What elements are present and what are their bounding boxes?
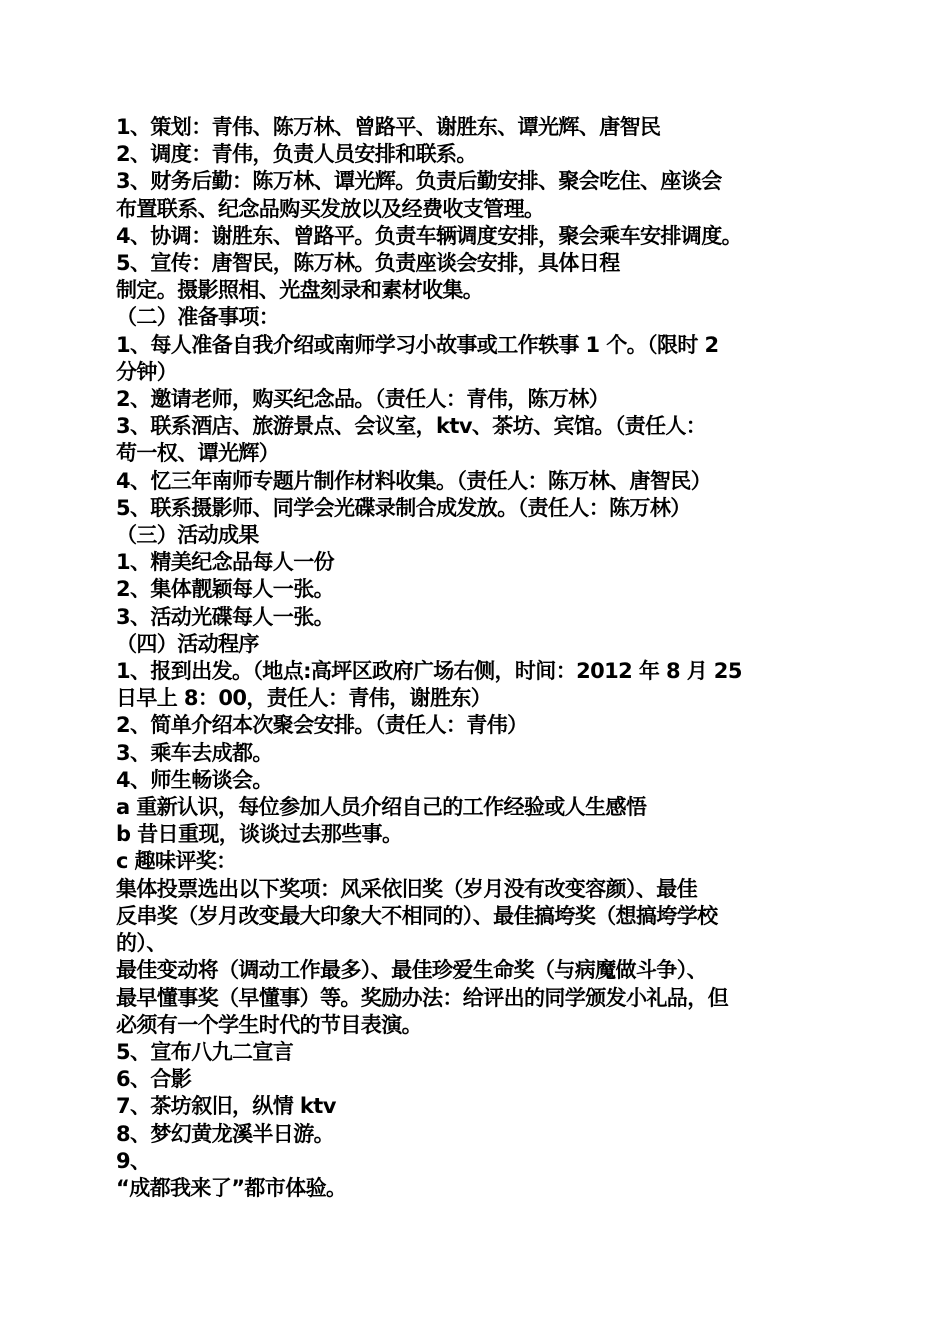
text-line: 4、师生畅谈会。 <box>116 767 273 792</box>
text-line: 的）、 <box>116 931 167 956</box>
text-line: b 昔日重现，谈谈过去那些事。 <box>116 822 403 847</box>
text-line: 1、精美纪念品每人一份 <box>116 550 335 575</box>
text-line: 制定。摄影照相、光盘刻录和素材收集。 <box>116 278 484 303</box>
text-line: a 重新认识，每位参加人员介绍自己的工作经验或人生感悟 <box>116 795 647 820</box>
text-line: 最佳变动将（调动工作最多）、最佳珍爱生命奖（与病魔做斗争）、 <box>116 958 707 983</box>
text-line: 反串奖（岁月改变最大印象大不相同的）、最佳搞垮奖（想搞垮学校 <box>116 903 718 928</box>
text-line: 2、调度：青伟，负责人员安排和联系。 <box>116 142 477 167</box>
text-line: 3、活动光碟每人一张。 <box>116 604 335 629</box>
text-line: 1、每人准备自我介绍或南师学习小故事或工作轶事 1 个。（限时 2 <box>116 332 719 357</box>
text-line: 3、乘车去成都。 <box>116 740 273 765</box>
text-line: “成都我来了”都市体验。 <box>116 1175 347 1200</box>
text-line: 6、合影 <box>116 1067 192 1092</box>
text-line: 4、协调：谢胜东、曾路平。负责车辆调度安排，聚会乘车安排调度。 <box>116 223 743 248</box>
text-line: 3、财务后勤：陈万林、谭光辉。负责后勤安排、聚会吃住、座谈会 <box>116 169 722 194</box>
text-line: （三）活动成果 <box>116 523 259 548</box>
text-line: 布置联系、纪念品购买发放以及经费收支管理。 <box>116 196 545 221</box>
text-line: 9、 <box>116 1148 151 1173</box>
text-line: 2、简单介绍本次聚会安排。（责任人：青伟） <box>116 713 528 738</box>
text-line: （四）活动程序 <box>116 631 259 656</box>
text-line: 集体投票选出以下奖项：风采依旧奖（岁月没有改变容颜）、最佳 <box>116 876 698 901</box>
text-line: 苟一权、谭光辉） <box>116 441 280 466</box>
text-line: 1、报到出发。（地点:高坪区政府广场右侧，时间：2012 年 8 月 25 <box>116 659 742 684</box>
text-line: 1、策划：青伟、陈万林、曾路平、谢胜东、谭光辉、唐智民 <box>116 115 661 139</box>
document-body <box>116 114 846 1202</box>
text-line: 5、联系摄影师、同学会光碟录制合成发放。（责任人：陈万林） <box>116 495 691 520</box>
text-line: 4、忆三年南师专题片制作材料收集。（责任人：陈万林、唐智民） <box>116 468 712 493</box>
text-line: 最早懂事奖（早懂事）等。奖励办法：给评出的同学颁发小礼品，但 <box>116 985 728 1010</box>
text-line: 5、宣布八九二宣言 <box>116 1039 294 1064</box>
text-line: （二）准备事项： <box>116 305 280 330</box>
text-line: 5、宣传：唐智民，陈万林。负责座谈会安排，具体日程 <box>116 251 620 276</box>
text-line: 7、茶坊叙旧，纵情 ktv <box>116 1094 336 1119</box>
text-line: 2、邀请老师，购买纪念品。（责任人：青伟，陈万林） <box>116 387 610 412</box>
text-line: 3、联系酒店、旅游景点、会议室，ktv、茶坊、宾馆。（责任人： <box>116 414 707 439</box>
text-line: c 趣味评奖： <box>116 849 237 874</box>
text-line: 2、集体靓颖每人一张。 <box>116 577 335 602</box>
text-line: 8、梦幻黄龙溪半日游。 <box>116 1121 335 1146</box>
text-line: 分钟） <box>116 359 178 384</box>
text-line: 日早上 8：00，责任人：青伟，谢胜东） <box>116 686 492 711</box>
text-line: 必须有一个学生时代的节目表演。 <box>116 1012 422 1037</box>
